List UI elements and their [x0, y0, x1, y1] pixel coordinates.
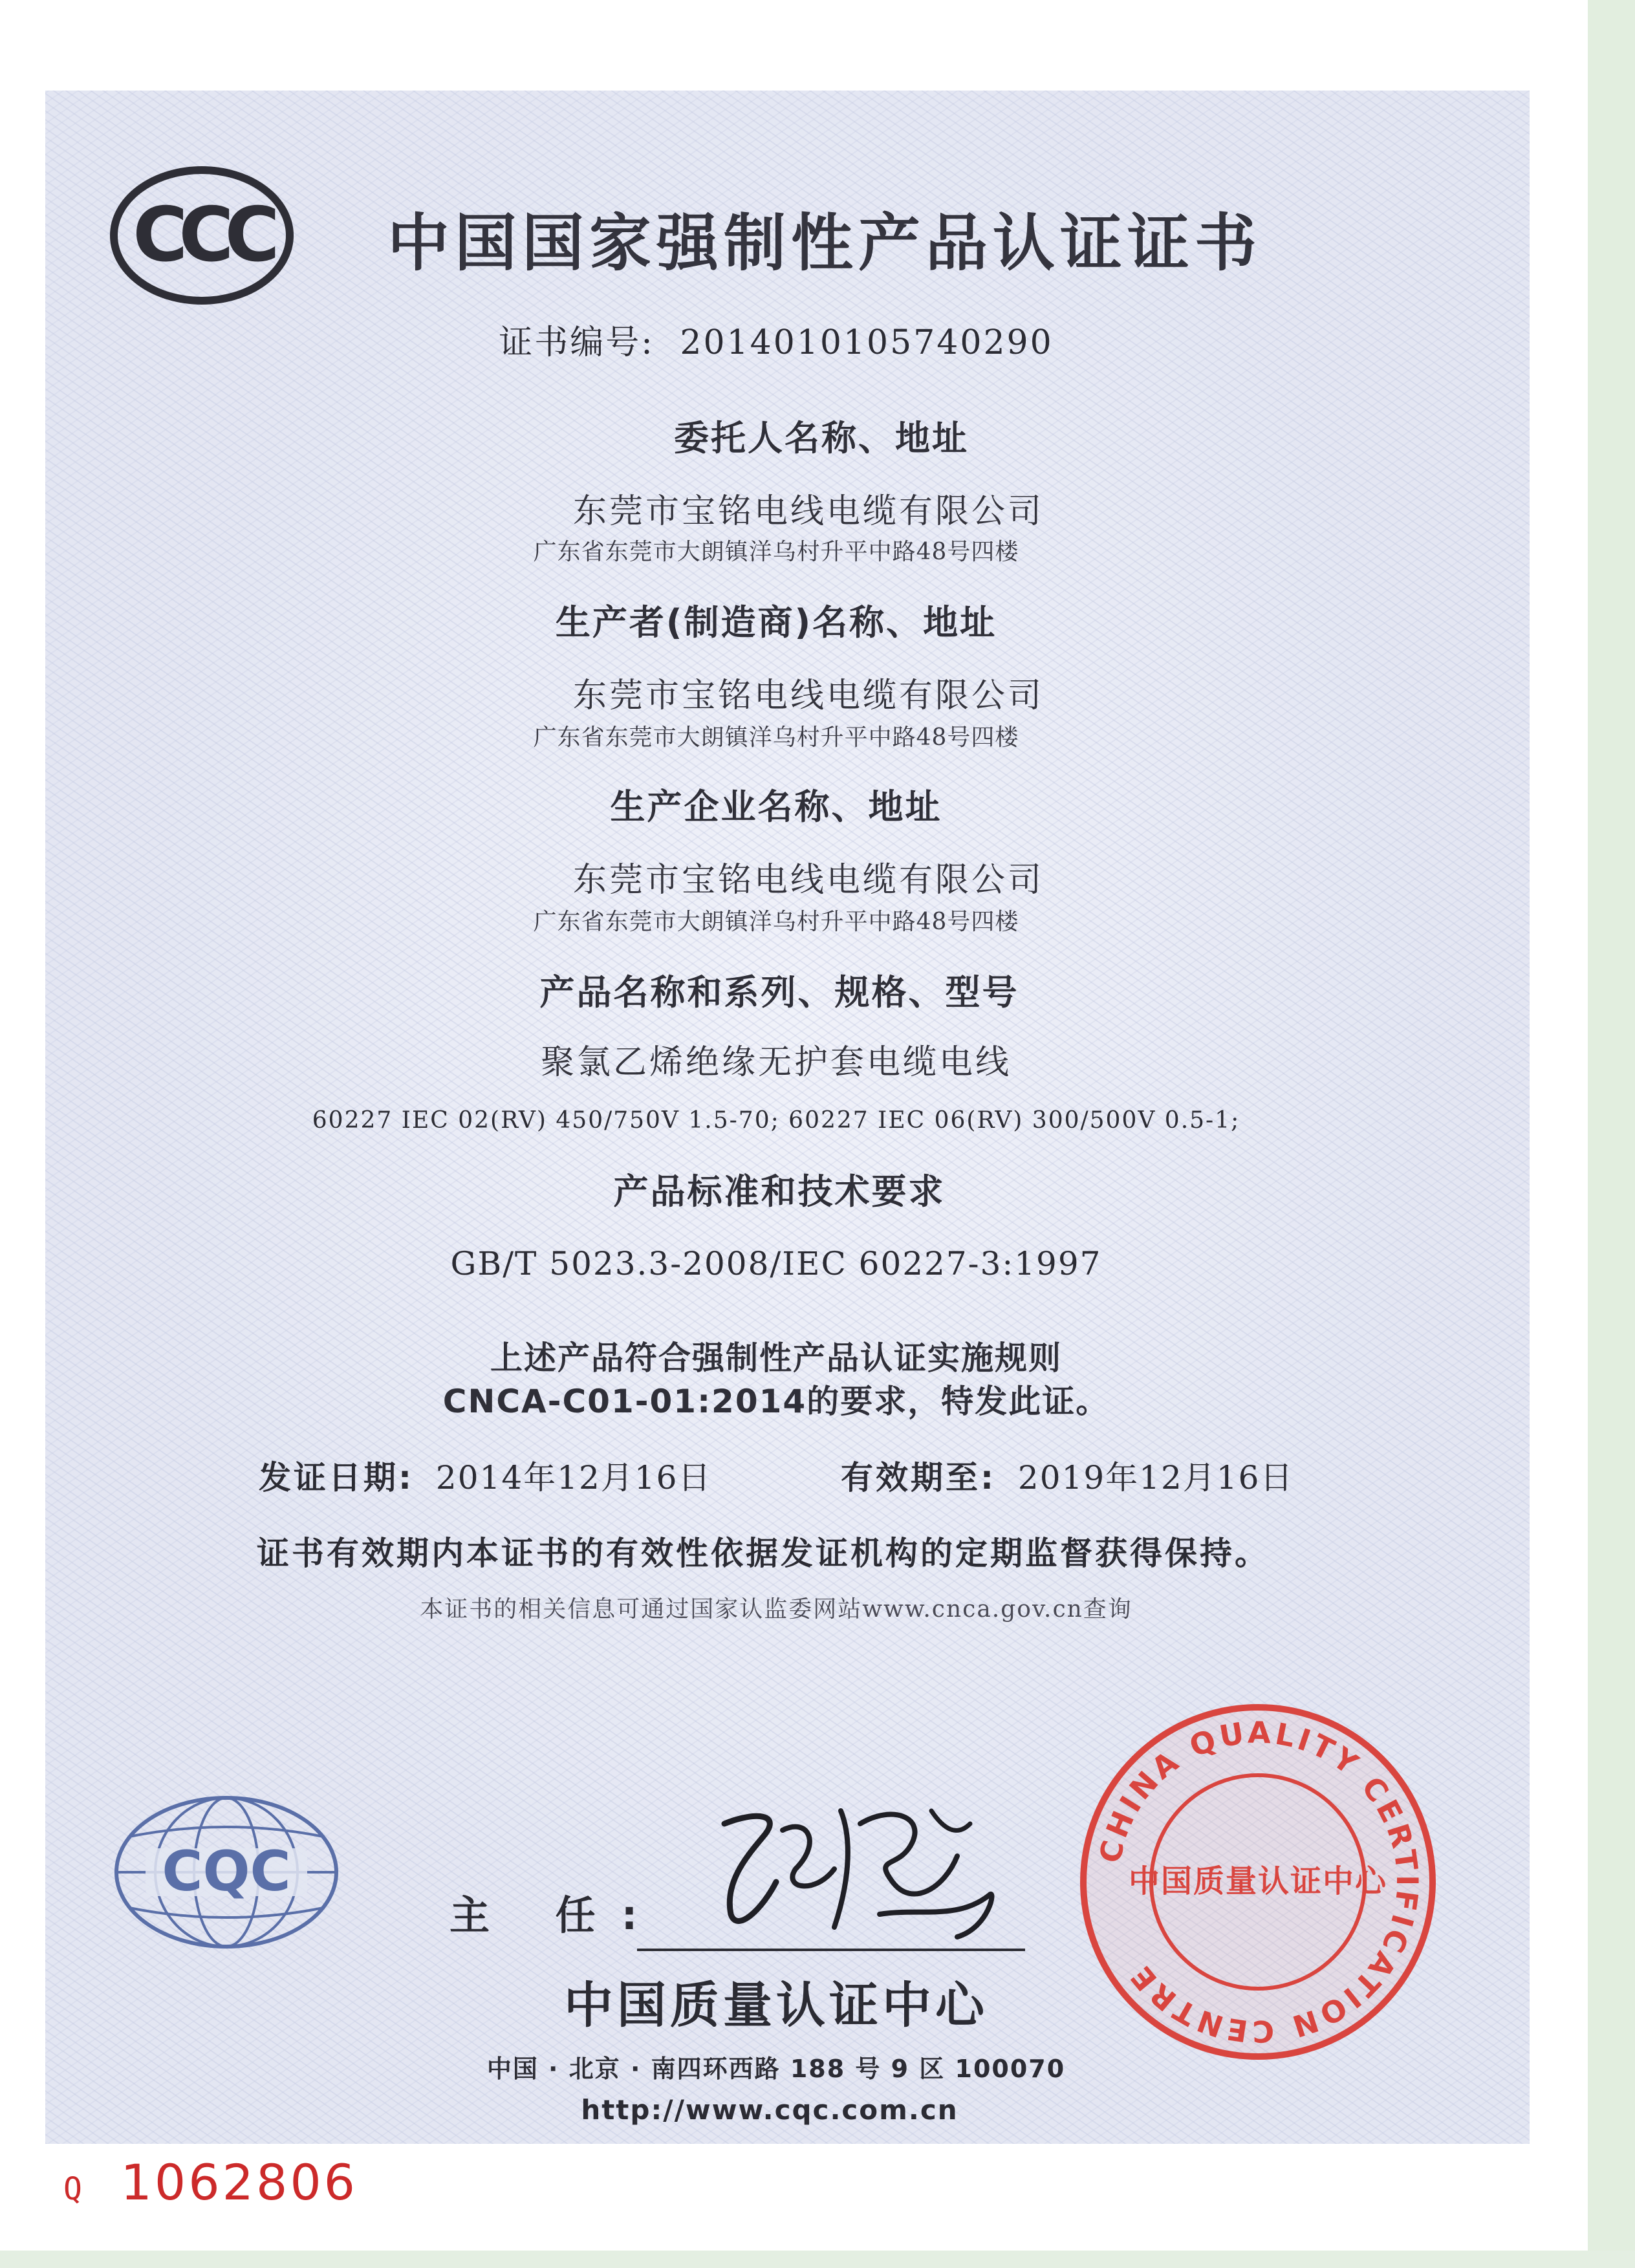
- issue-date-label: 发证日期:: [259, 1459, 414, 1496]
- expiry-date: [841, 1452, 1294, 1498]
- factory-heading: 生产企业名称、地址: [610, 786, 942, 827]
- inquiry-note: 本证书的相关信息可通过国家认监委网站www.cnca.gov.cn查询: [420, 1596, 1132, 1623]
- certificate-title: 中国国家强制性产品认证证书: [387, 207, 1262, 279]
- expiry-date-label: 有效期至:: [841, 1459, 996, 1496]
- issuer-name: 中国质量认证中心: [564, 1976, 988, 2034]
- client-heading: 委托人名称、地址: [674, 418, 969, 459]
- scan-margin-bottom: [0, 2251, 1635, 2268]
- standard-value: GB/T 5023.3-2008/IEC 60227-3:1997: [450, 1245, 1102, 1282]
- factory-company: 东莞市宝铭电线电缆有限公司: [572, 861, 1045, 900]
- manufacturer-company: 东莞市宝铭电线电缆有限公司: [572, 676, 1045, 715]
- product-name: 聚氯乙烯绝缘无护套电缆电线: [540, 1043, 1012, 1082]
- cqc-logo-text: CQC: [162, 1839, 291, 1904]
- serial-value: 1062806: [120, 2154, 358, 2211]
- manufacturer-address: 广东省东莞市大朗镇洋乌村升平中路48号四楼: [533, 724, 1019, 751]
- certificate-number: [499, 315, 1053, 363]
- ccc-logo-text: CCC: [133, 191, 271, 279]
- conformity-statement-line2: CNCA-C01-01:2014的要求，特发此证。: [442, 1383, 1110, 1420]
- serial-number: [63, 2154, 358, 2211]
- seal-outer-text: CHINA QUALITY CERTIFICATION CENTRE: [1092, 1714, 1425, 2049]
- seal-inner-text: 中国质量认证中心: [1128, 1863, 1388, 1899]
- certificate-number-value: 2014010105740290: [680, 323, 1054, 362]
- factory-address: 广东省东莞市大朗镇洋乌村升平中路48号四楼: [533, 909, 1019, 935]
- cqc-globe-logo-icon: [110, 1791, 343, 1953]
- expiry-date-value: 2019年12月16日: [1017, 1459, 1294, 1496]
- client-company: 东莞市宝铭电线电缆有限公司: [572, 492, 1045, 531]
- manufacturer-heading: 生产者(制造商)名称、地址: [555, 602, 997, 643]
- director-signature-icon: [686, 1785, 1009, 1953]
- ccc-logo-icon: [109, 165, 295, 306]
- issue-date-value: 2014年12月16日: [435, 1459, 712, 1496]
- validity-note: 证书有效期内本证书的有效性依据发证机构的定期监督获得保持。: [257, 1535, 1270, 1572]
- product-models: 60227 IEC 02(RV) 450/750V 1.5-70; 60227 IEC 06(RV) 300/500V 0.5-1;: [312, 1107, 1240, 1134]
- signature-line: [637, 1949, 1025, 1951]
- client-address: 广东省东莞市大朗镇洋乌村升平中路48号四楼: [533, 539, 1019, 565]
- certificate-number-label: 证书编号:: [499, 323, 655, 362]
- issue-date: [259, 1452, 711, 1498]
- product-heading: 产品名称和系列、规格、型号: [539, 972, 1019, 1013]
- director-label: 主 任:: [449, 1892, 664, 1939]
- cqc-seal-stamp-icon: [1070, 1694, 1446, 2069]
- serial-prefix: Q: [63, 2171, 82, 2207]
- standard-heading: 产品标准和技术要求: [613, 1171, 946, 1212]
- issuer-url: http://www.cqc.com.cn: [581, 2094, 958, 2126]
- conformity-statement-line1: 上述产品符合强制性产品认证实施规则: [490, 1339, 1062, 1377]
- scan-margin-right: [1588, 0, 1635, 2268]
- issuer-address: 中国 · 北京 · 南四环西路 188 号 9 区 100070: [486, 2055, 1066, 2083]
